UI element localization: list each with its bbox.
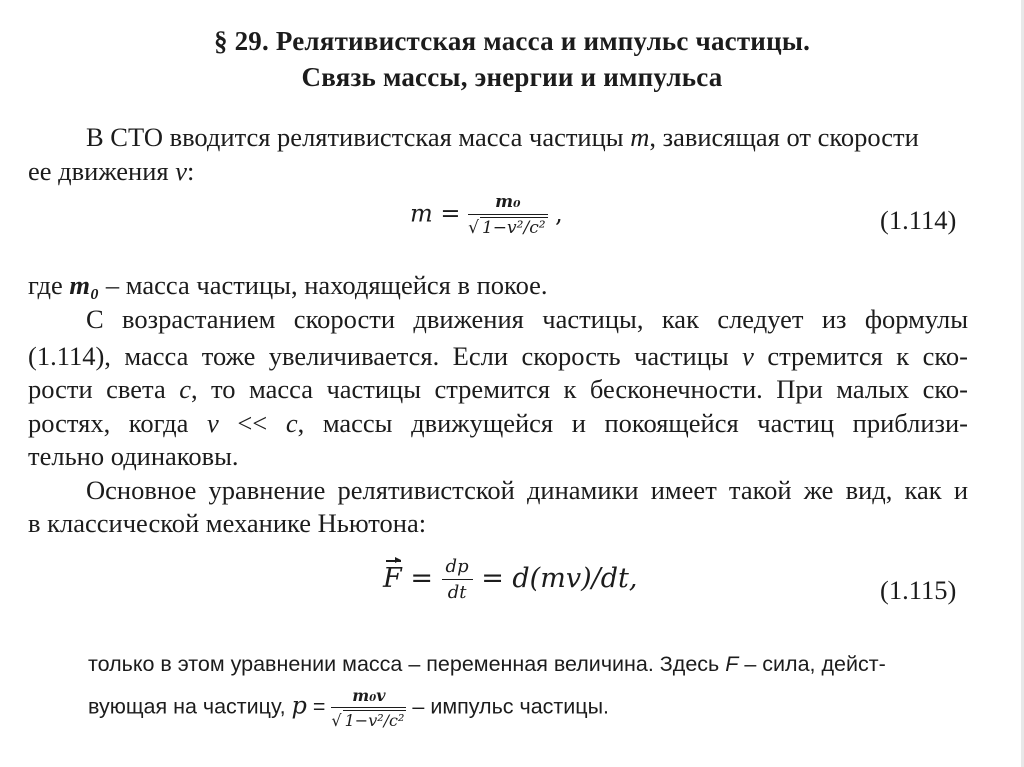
formula-newton-second-law: F = $\frac{dp}{dt}$ = d(mv)/dt, — [383, 556, 638, 603]
equation-number-1115: (1.115) — [880, 575, 957, 605]
equation-number-1114: (1.114) — [880, 205, 957, 235]
formula-relativistic-mass: m = $\frac{\text{m₀}}{\text{√ 1−v²/c²}}$ , — [410, 192, 563, 238]
paragraph-3-line-1: Основное уравнение релятивистской динамики имеет такой же вид, как и — [86, 475, 968, 505]
intro-line-1: В СТО вводится релятивистская масса частицы m, зависящая от скорости — [86, 122, 919, 152]
paragraph-2-line-1: С возрастанием скорости движения частицы, как следует из формулы — [86, 304, 968, 334]
bottom-line-2: вующая на частицу, p = $\frac{\text{m₀v}}{\text{√ 1−v²/c²}}$ – импульс частицы. — [88, 686, 610, 730]
section-title-line-2: Связь массы, энергии и импульса — [301, 62, 723, 92]
paragraph-3-line-2: в классической механике Ньютона: — [28, 508, 427, 538]
paragraph-2-line-3: рости света c, то масса частицы стремится к бесконечности. При малых ско- — [28, 374, 968, 404]
momentum-fraction: $\frac{\text{m₀v}}{\text{√ 1−v²/c²}}$ — [331, 686, 405, 730]
bottom-line-1: только в этом уравнении масса – переменная величина. Здесь F – сила, дейст- — [88, 652, 886, 676]
paragraph-2-line-4: ростях, когда v << c, массы движущейся и покоящейся частиц приблизи- — [28, 408, 968, 438]
rest-mass-definition: где m₀ – масса частицы, находящейся в покое. — [28, 270, 548, 300]
paragraph-2-line-2: (1.114), масса тоже увеличивается. Если скорость частицы v стремится к ско- — [28, 341, 968, 371]
paragraph-2-line-5: тельно одинаковы. — [28, 441, 239, 471]
section-title-line-1: § 29. Релятивистская масса и импульс частицы. — [213, 26, 811, 56]
intro-line-2: ее движения v: — [28, 156, 195, 186]
